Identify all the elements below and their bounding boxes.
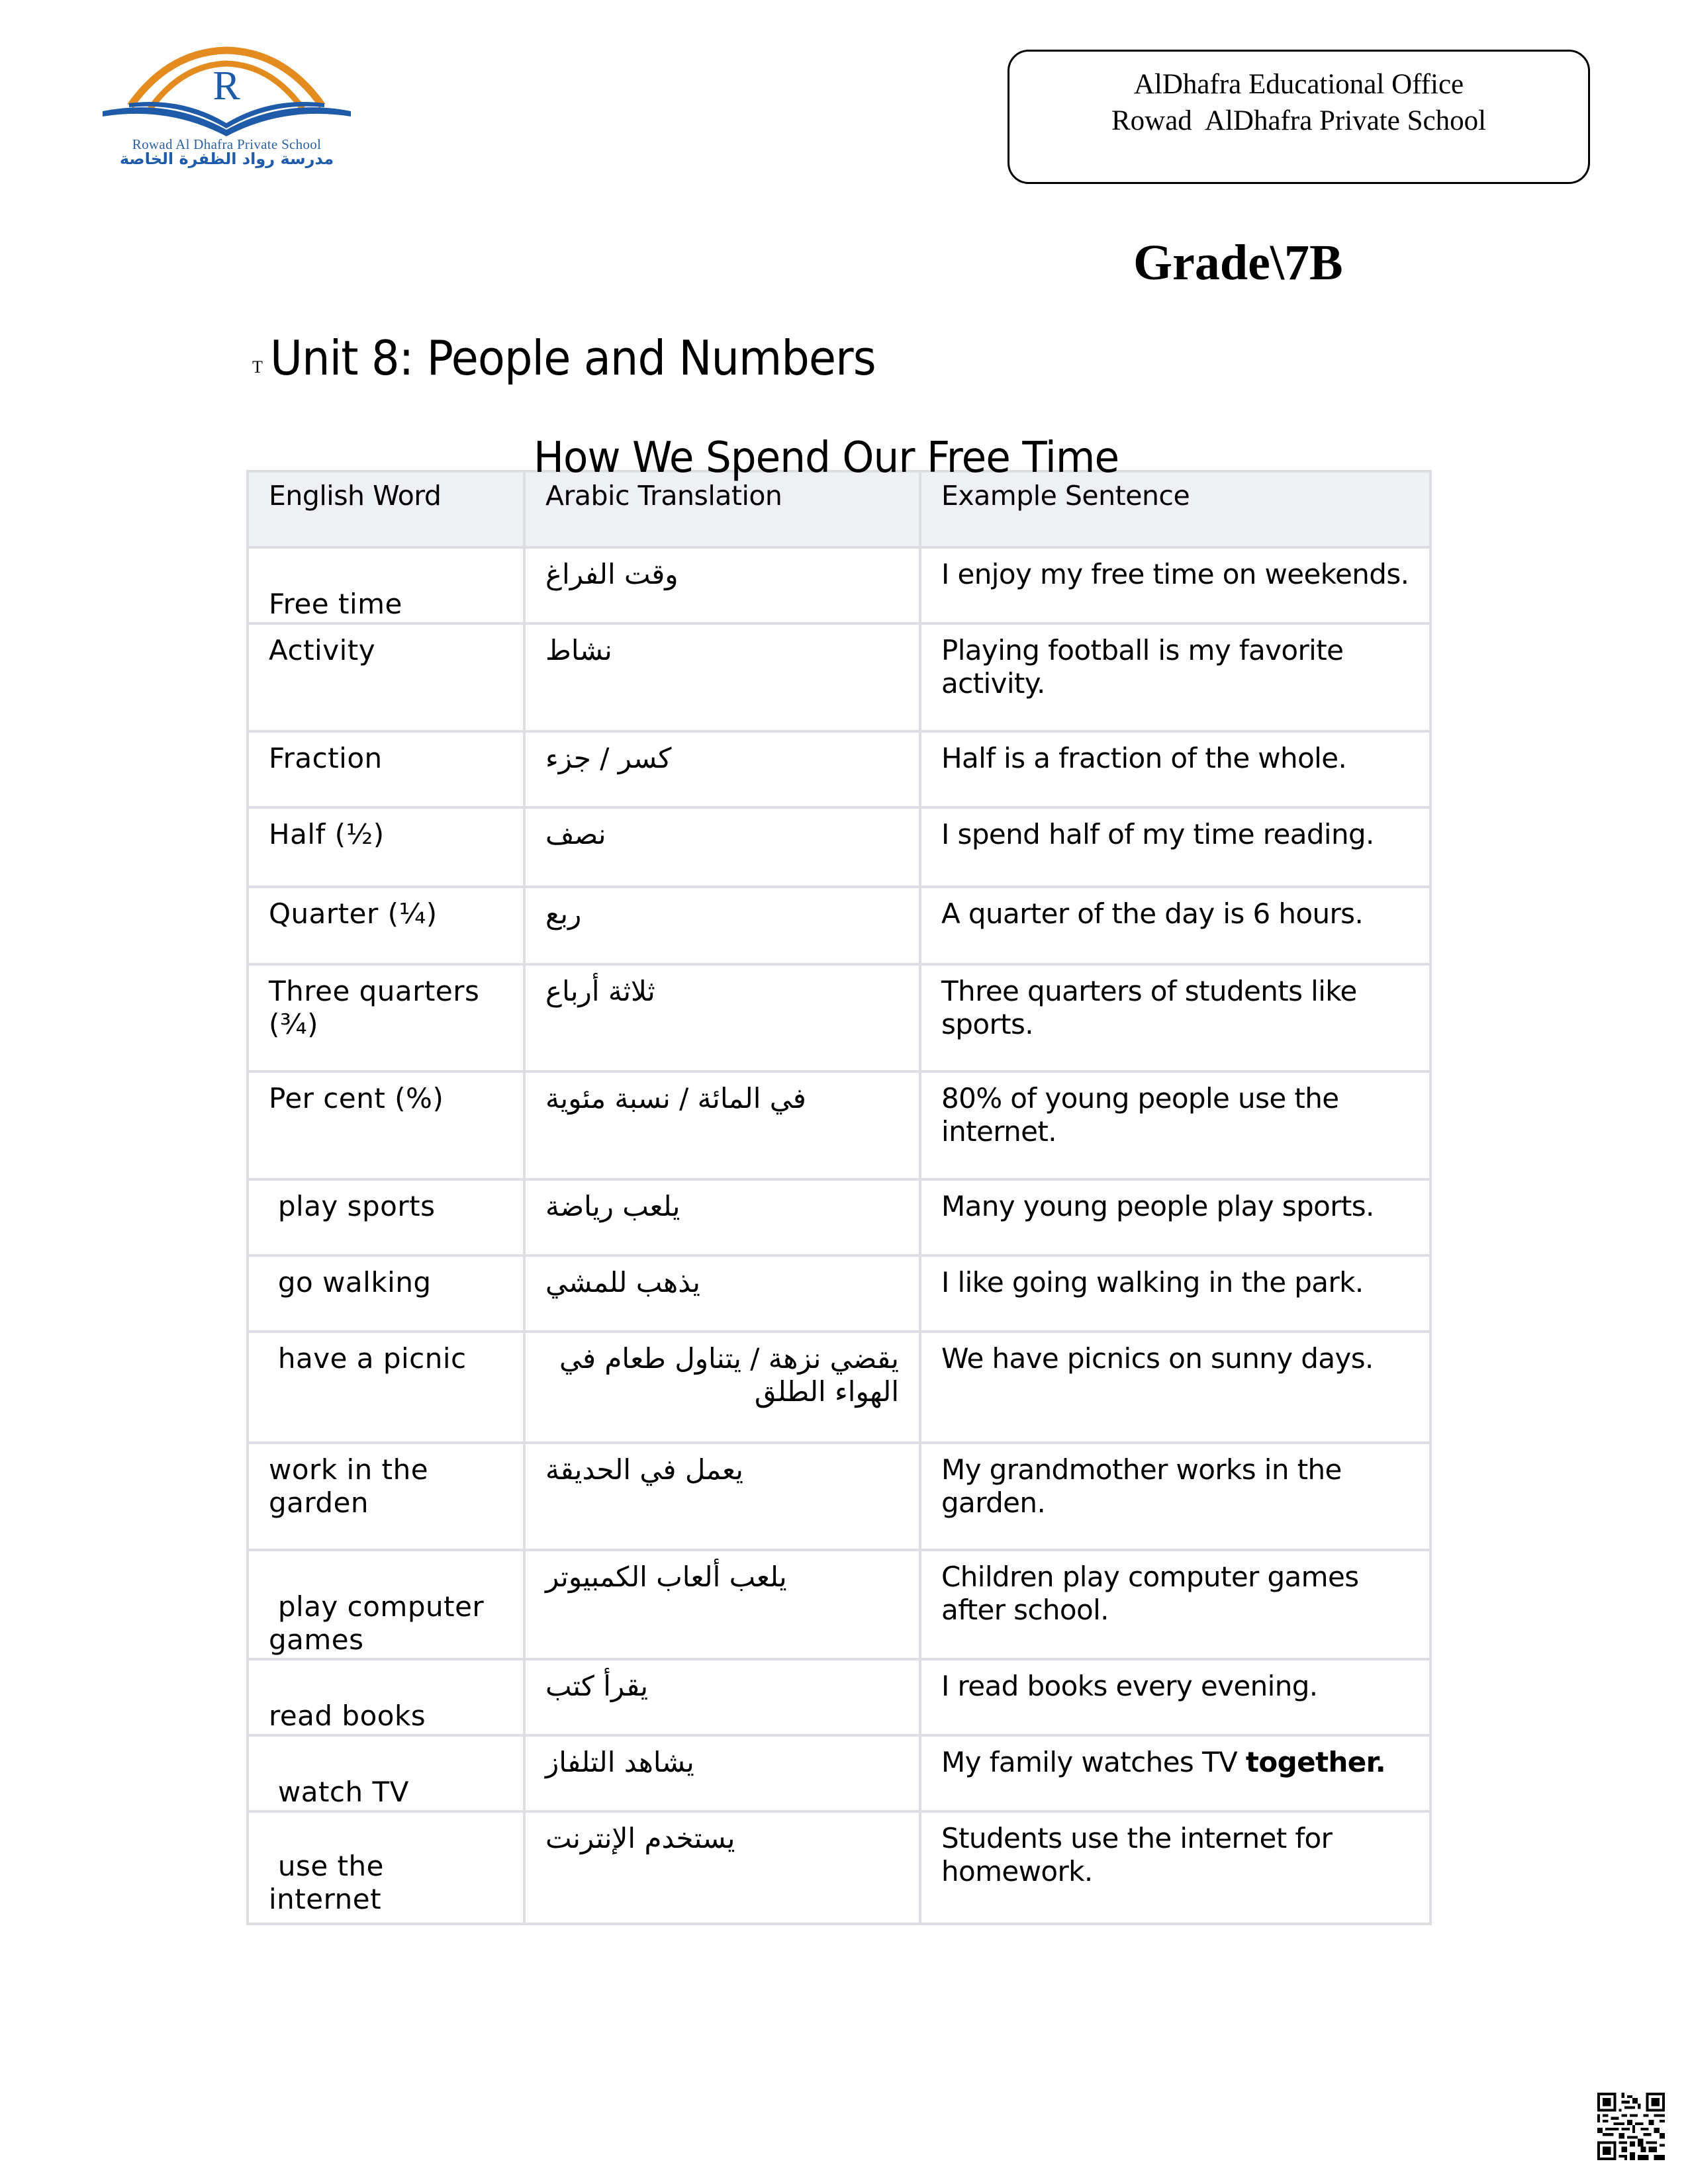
- office-header-box: [1008, 50, 1590, 184]
- school-logo: [89, 45, 364, 167]
- arabic-text: ثلاثة أرباع: [545, 975, 655, 1007]
- english-word: Quarter (¼): [248, 887, 524, 964]
- table-row: [248, 1179, 1430, 1255]
- arabic-translation: [524, 1179, 920, 1255]
- table-row: [248, 887, 1430, 964]
- example-sentence: My grandmother works in the garden.: [920, 1443, 1430, 1550]
- english-word: go walking: [248, 1255, 524, 1332]
- example-sentence: A quarter of the day is 6 hours.: [920, 887, 1430, 964]
- arabic-text: يستخدم الإنترنت: [545, 1822, 735, 1854]
- example-text-bold: together.: [1245, 1746, 1386, 1778]
- arabic-translation: [524, 1255, 920, 1332]
- table-row: [248, 1443, 1430, 1550]
- example-sentence: Children play computer games after school.: [920, 1550, 1430, 1659]
- example-sentence: I spend half of my time reading.: [920, 807, 1430, 887]
- arabic-text: نصف: [545, 818, 606, 850]
- school-name: Rowad AlDhafra Private School: [1111, 105, 1487, 136]
- example-sentence: Many young people play sports.: [920, 1179, 1430, 1255]
- arabic-translation: [524, 1735, 920, 1811]
- arabic-translation: [524, 807, 920, 887]
- title-marker: T: [252, 357, 263, 377]
- table-row: [248, 1811, 1430, 1924]
- arabic-text: يشاهد التلفاز: [545, 1746, 694, 1778]
- table-row: [248, 1071, 1430, 1179]
- table-row: [248, 547, 1430, 623]
- english-word: Activity: [248, 623, 524, 731]
- vocabulary-table: [246, 470, 1432, 1925]
- qr-code-icon: [1597, 2093, 1665, 2160]
- table-row: [248, 964, 1430, 1071]
- english-word: Free time: [248, 547, 524, 623]
- arabic-text: يذهب للمشي: [545, 1266, 700, 1298]
- arabic-translation: [524, 1071, 920, 1179]
- table-row: [248, 1550, 1430, 1659]
- arabic-translation: [524, 1811, 920, 1924]
- english-word: use the internet: [248, 1811, 524, 1924]
- arabic-translation: [524, 731, 920, 807]
- example-sentence: I enjoy my free time on weekends.: [920, 547, 1430, 623]
- table-row: [248, 1735, 1430, 1811]
- arabic-text: يقرأ كتب: [545, 1670, 649, 1702]
- office-name: AlDhafra Educational Office: [1133, 69, 1464, 100]
- arabic-translation: [524, 1443, 920, 1550]
- arabic-text: يلعب رياضة: [545, 1190, 680, 1222]
- table-row: [248, 1332, 1430, 1443]
- arabic-text: وقت الفراغ: [545, 558, 679, 590]
- example-sentence: [920, 1735, 1430, 1811]
- english-word: watch TV: [248, 1735, 524, 1811]
- arabic-translation: [524, 623, 920, 731]
- example-sentence: Playing football is my favorite activity.: [920, 623, 1430, 731]
- example-sentence: I read books every evening.: [920, 1659, 1430, 1735]
- table-row: [248, 1255, 1430, 1332]
- arabic-text: ربع: [545, 897, 582, 930]
- example-sentence: Students use the internet for homework.: [920, 1811, 1430, 1924]
- english-word: Three quarters (¾): [248, 964, 524, 1071]
- open-book-arch-icon: [89, 45, 364, 138]
- english-word: play computer games: [248, 1550, 524, 1659]
- example-sentence: 80% of young people use the internet.: [920, 1071, 1430, 1179]
- arabic-translation: [524, 1550, 920, 1659]
- arabic-text: كسر / جزء: [545, 742, 672, 774]
- example-sentence: I like going walking in the park.: [920, 1255, 1430, 1332]
- english-word: read books: [248, 1659, 524, 1735]
- column-header-example: Example Sentence: [920, 471, 1430, 547]
- example-sentence: We have picnics on sunny days.: [920, 1332, 1430, 1443]
- example-sentence: Half is a fraction of the whole.: [920, 731, 1430, 807]
- english-word: play sports: [248, 1179, 524, 1255]
- arabic-text: يقضي نزهة / يتناول طعام في الهواء الطلق: [559, 1342, 899, 1408]
- english-word: Per cent (%): [248, 1071, 524, 1179]
- example-sentence: Three quarters of students like sports.: [920, 964, 1430, 1071]
- arabic-text: في المائة / نسبة مئوية: [545, 1082, 806, 1115]
- example-text: My family watches TV: [941, 1746, 1246, 1778]
- column-header-english: English Word: [248, 471, 524, 547]
- svg-text:R: R: [212, 64, 240, 109]
- arabic-text: نشاط: [545, 634, 612, 666]
- grade-label: Grade\7B: [1133, 235, 1343, 291]
- arabic-text: يلعب ألعاب الكمبيوتر: [545, 1561, 787, 1593]
- arabic-translation: [524, 547, 920, 623]
- english-word: work in the garden: [248, 1443, 524, 1550]
- section-subtitle: How We Spend Our Free Time: [534, 433, 1119, 482]
- arabic-translation: [524, 887, 920, 964]
- arabic-translation: [524, 964, 920, 1071]
- table-row: [248, 1659, 1430, 1735]
- arabic-text: يعمل في الحديقة: [545, 1453, 743, 1486]
- english-word: Half (½): [248, 807, 524, 887]
- arabic-translation: [524, 1332, 920, 1443]
- logo-school-name-ar: مدرسة رواد الظفرة الخاصة: [119, 150, 334, 168]
- english-word: have a picnic: [248, 1332, 524, 1443]
- logo-school-name-en: Rowad Al Dhafra Private School: [132, 136, 322, 152]
- column-header-arabic: Arabic Translation: [524, 471, 920, 547]
- table-row: [248, 623, 1430, 731]
- arabic-translation: [524, 1659, 920, 1735]
- table-row: [248, 807, 1430, 887]
- table-row: [248, 731, 1430, 807]
- english-word: Fraction: [248, 731, 524, 807]
- unit-title: Unit 8: People and Numbers: [270, 330, 876, 386]
